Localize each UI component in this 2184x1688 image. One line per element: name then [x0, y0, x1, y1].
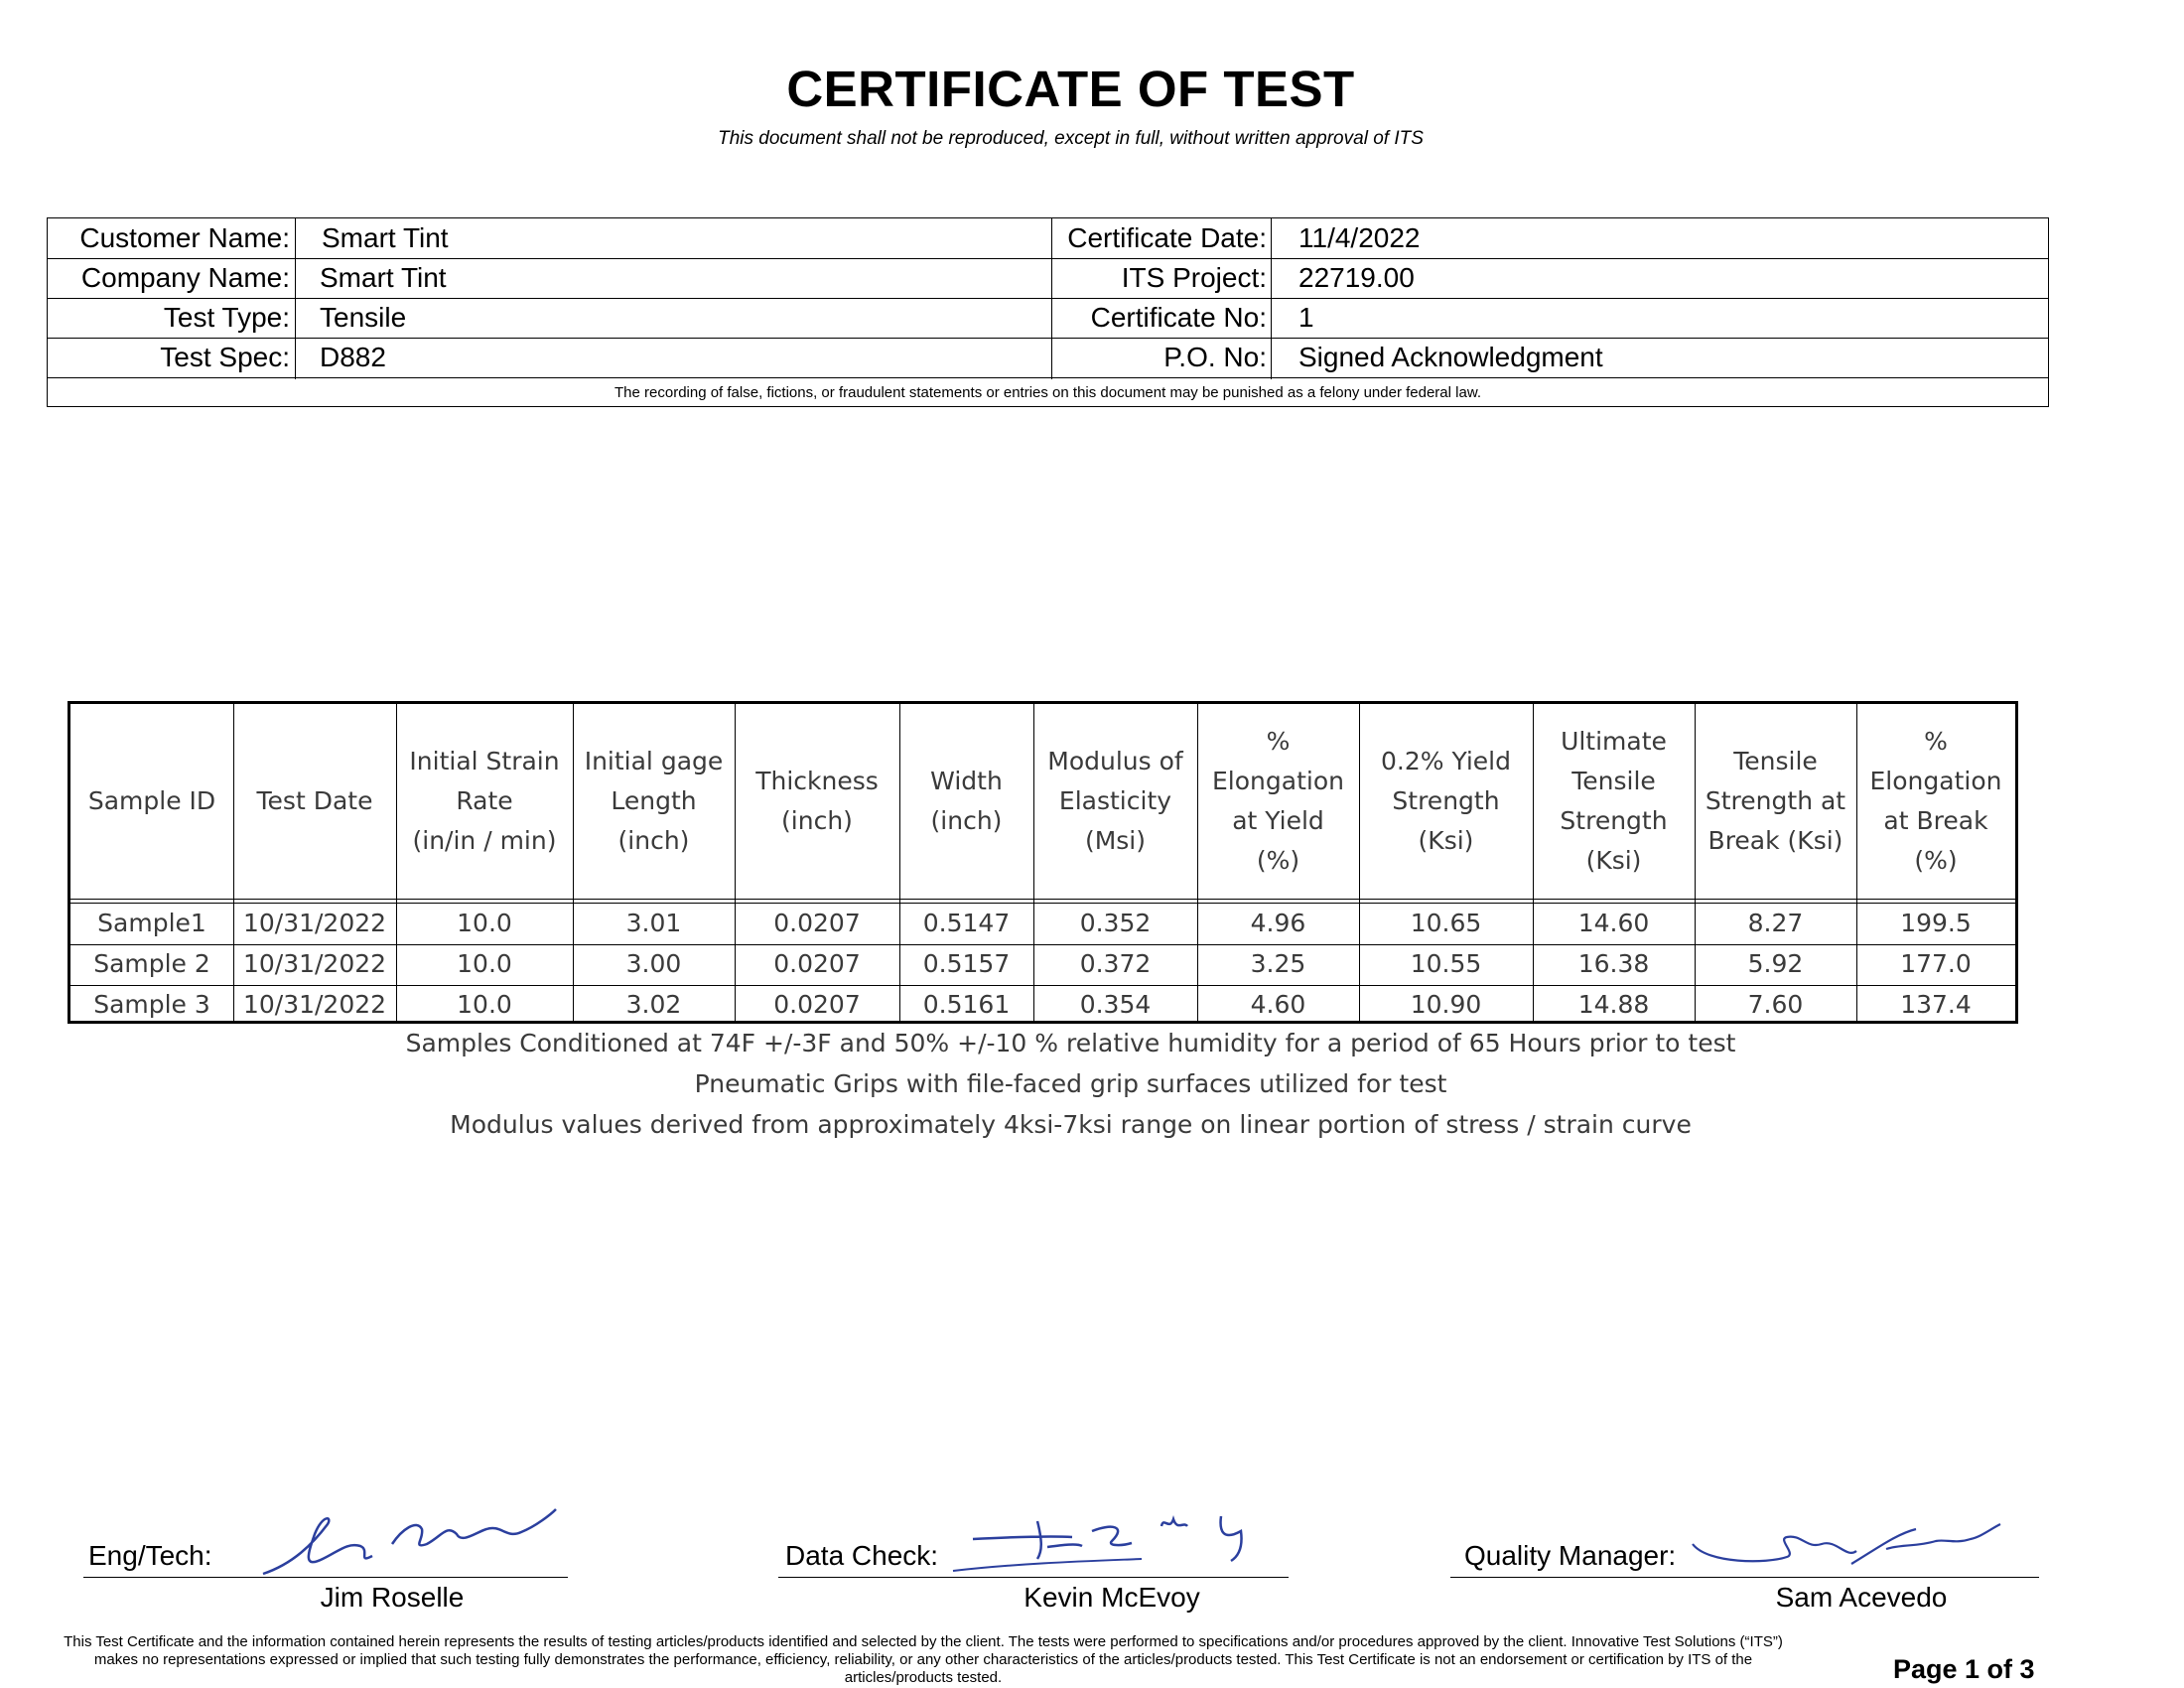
cell-modulus: 0.372 — [1079, 949, 1152, 978]
test-spec-label: Test Spec: — [160, 342, 290, 372]
header-text: % — [1266, 727, 1291, 756]
info-row — [48, 218, 2048, 259]
header-text: (in/in / min) — [412, 826, 557, 855]
cell-modulus: 0.352 — [1079, 909, 1152, 937]
header-text: Elasticity — [1058, 786, 1172, 815]
header-gage-length — [573, 704, 735, 899]
header-text: (%) — [1256, 846, 1300, 875]
cell-ultimate-strength: 16.38 — [1577, 949, 1650, 978]
header-text: Width — [930, 767, 1003, 795]
header-text: at Break — [1883, 806, 1988, 835]
its-project-value: 22719.00 — [1298, 262, 1415, 293]
certificate-title: CERTIFICATE OF TEST — [786, 61, 1355, 117]
cell-break-strength: 5.92 — [1747, 949, 1804, 978]
certificate-no-label: Certificate No: — [1090, 302, 1267, 333]
cell-elong-yield: 4.96 — [1250, 909, 1306, 937]
header-text: Modulus of — [1047, 747, 1183, 775]
header-strain-rate — [396, 704, 573, 899]
header-text: (inch) — [930, 806, 1003, 835]
header-text: Strength at — [1705, 786, 1846, 815]
header-text: Break (Ksi) — [1707, 826, 1843, 855]
header-text: (Ksi) — [1418, 826, 1474, 855]
cell-elong-break: 177.0 — [1900, 949, 1972, 978]
cell-elong-break: 199.5 — [1900, 909, 1972, 937]
eng-tech-signature — [253, 1504, 571, 1584]
certificate-date-label: Certificate Date: — [1067, 222, 1267, 253]
header-elong-yield — [1197, 704, 1359, 899]
header-text: % — [1924, 727, 1948, 756]
certificate-no-value: 1 — [1298, 302, 1314, 333]
header-text: Elongation — [1869, 767, 2002, 795]
header-text: Test Date — [256, 786, 373, 815]
cell-elong-break: 137.4 — [1900, 990, 1972, 1019]
conditioning-note: Samples Conditioned at 74F +/-3F and 50% +/-10 % relative humidity for a period of 65 Hours prior to test — [405, 1029, 1736, 1057]
header-text: (%) — [1914, 846, 1958, 875]
header-modulus — [1033, 704, 1197, 899]
header-text: Strength — [1560, 806, 1668, 835]
header-break-strength — [1695, 704, 1856, 899]
header-width — [899, 704, 1033, 899]
cell-strain-rate: 10.0 — [457, 909, 512, 937]
cell-break-strength: 8.27 — [1747, 909, 1804, 937]
its-project-label: ITS Project: — [1121, 262, 1267, 293]
header-text: (Msi) — [1084, 826, 1147, 855]
cell-gage-length: 3.01 — [625, 909, 682, 937]
header-text: Tensile — [1733, 747, 1818, 775]
header-text: at Yield — [1232, 806, 1324, 835]
test-type-value: Tensile — [320, 302, 407, 333]
cell-yield-strength: 10.55 — [1410, 949, 1482, 978]
header-text: 0.2% Yield — [1381, 747, 1511, 775]
eng-tech-name: Jim Roselle — [320, 1582, 465, 1613]
header-yield-strength — [1359, 704, 1533, 899]
quality-manager-signature — [1688, 1519, 2005, 1579]
felony-notice: The recording of false, fictions, or fraudulent statements or entries on this document may be punished as a felony under federal law. — [48, 379, 2048, 406]
certificate-info-table — [47, 217, 2049, 407]
signature-stroke — [392, 1509, 556, 1545]
cell-test-date: 10/31/2022 — [242, 949, 387, 978]
cell-thickness: 0.0207 — [773, 949, 861, 978]
cell-yield-strength: 10.90 — [1410, 990, 1482, 1019]
cell-yield-strength: 10.65 — [1410, 909, 1482, 937]
modulus-note: Modulus values derived from approximately 4ksi-7ksi range on linear portion of stress / strain curve — [450, 1110, 1692, 1139]
data-check-label: Data Check: — [785, 1540, 939, 1571]
cell-test-date: 10/31/2022 — [242, 909, 387, 937]
header-text: (Ksi) — [1585, 846, 1642, 875]
quality-manager-label: Quality Manager: — [1464, 1540, 1677, 1571]
info-row — [48, 338, 2048, 378]
header-text: (inch) — [781, 806, 853, 835]
header-ultimate-strength — [1533, 704, 1695, 899]
header-text: Strength — [1392, 786, 1500, 815]
header-thickness — [735, 704, 899, 899]
test-type-label: Test Type: — [163, 302, 290, 333]
cell-test-date: 10/31/2022 — [242, 990, 387, 1019]
header-test-date — [233, 704, 396, 899]
info-row — [48, 298, 2048, 339]
header-text: Ultimate — [1561, 727, 1667, 756]
header-text: Elongation — [1212, 767, 1344, 795]
cell-strain-rate: 10.0 — [457, 990, 512, 1019]
cell-modulus: 0.354 — [1079, 990, 1152, 1019]
po-no-label: P.O. No: — [1163, 342, 1267, 372]
cell-ultimate-strength: 14.60 — [1577, 909, 1650, 937]
customer-name-label: Customer Name: — [79, 222, 290, 253]
customer-name-value: Smart Tint — [322, 222, 449, 253]
header-elong-break — [1856, 704, 2015, 899]
data-check-signature — [943, 1501, 1291, 1581]
header-text: Initial gage — [584, 747, 724, 775]
eng-tech-label: Eng/Tech: — [88, 1540, 212, 1571]
cell-thickness: 0.0207 — [773, 909, 861, 937]
header-text: Length — [611, 786, 697, 815]
cell-width: 0.5157 — [922, 949, 1011, 978]
test-results-table — [68, 701, 2018, 1024]
legal-disclaimer: This Test Certificate and the information contained herein represents the results of testing articles/products identified and selected by the client. The tests were performed to specifications and/or procedures approved by the client. Innovative Test Solutions (“ITS”) makes no representations expressed or implied that such testing fully demonstrates the performance, efficiency, reliability, or any other characteristics of the articles/products tested. This Test Certificate is not an endorsement or certification by ITS of the articles/products tested. — [64, 1633, 1783, 1686]
quality-manager-name: Sam Acevedo — [1775, 1582, 1948, 1613]
data-check-name: Kevin McEvoy — [1024, 1582, 1200, 1613]
quality-manager-line — [1450, 1577, 2039, 1578]
cell-sample-id: Sample1 — [97, 909, 206, 937]
header-text: Sample ID — [87, 786, 216, 815]
header-sample-id — [70, 704, 233, 899]
header-text: Tensile — [1571, 767, 1656, 795]
company-name-label: Company Name: — [80, 262, 290, 293]
header-text: Initial Strain — [409, 747, 560, 775]
cell-ultimate-strength: 14.88 — [1577, 990, 1650, 1019]
cell-sample-id: Sample 2 — [93, 949, 210, 978]
signature-stroke — [1851, 1524, 2000, 1564]
eng-tech-line — [83, 1577, 568, 1578]
signature-stroke — [973, 1521, 1082, 1559]
signature-stroke — [1092, 1516, 1242, 1561]
cell-gage-length: 3.02 — [625, 990, 682, 1019]
cell-break-strength: 7.60 — [1747, 990, 1804, 1019]
po-no-value: Signed Acknowledgment — [1298, 342, 1603, 372]
test-spec-value: D882 — [320, 342, 386, 372]
page-number: Page 1 of 3 — [1893, 1654, 2035, 1684]
cell-sample-id: Sample 3 — [93, 990, 210, 1019]
signature-stroke — [263, 1518, 372, 1574]
cell-width: 0.5161 — [922, 990, 1011, 1019]
reproduction-notice: This document shall not be reproduced, except in full, without written approval of ITS — [718, 128, 1424, 149]
header-text: Thickness — [755, 767, 879, 795]
cell-elong-yield: 4.60 — [1250, 990, 1306, 1019]
certificate-date-value: 11/4/2022 — [1298, 222, 1421, 253]
info-row — [48, 258, 2048, 299]
cell-strain-rate: 10.0 — [457, 949, 512, 978]
cell-elong-yield: 3.25 — [1250, 949, 1306, 978]
data-check-line — [778, 1577, 1289, 1578]
grips-note: Pneumatic Grips with file-faced grip surfaces utilized for test — [694, 1069, 1447, 1098]
company-name-value: Smart Tint — [320, 262, 447, 293]
cell-thickness: 0.0207 — [773, 990, 861, 1019]
signature-stroke — [953, 1559, 1142, 1571]
header-text: (inch) — [617, 826, 690, 855]
header-text: Rate — [456, 786, 513, 815]
cell-gage-length: 3.00 — [625, 949, 682, 978]
cell-width: 0.5147 — [922, 909, 1011, 937]
signature-stroke — [1693, 1537, 1856, 1562]
